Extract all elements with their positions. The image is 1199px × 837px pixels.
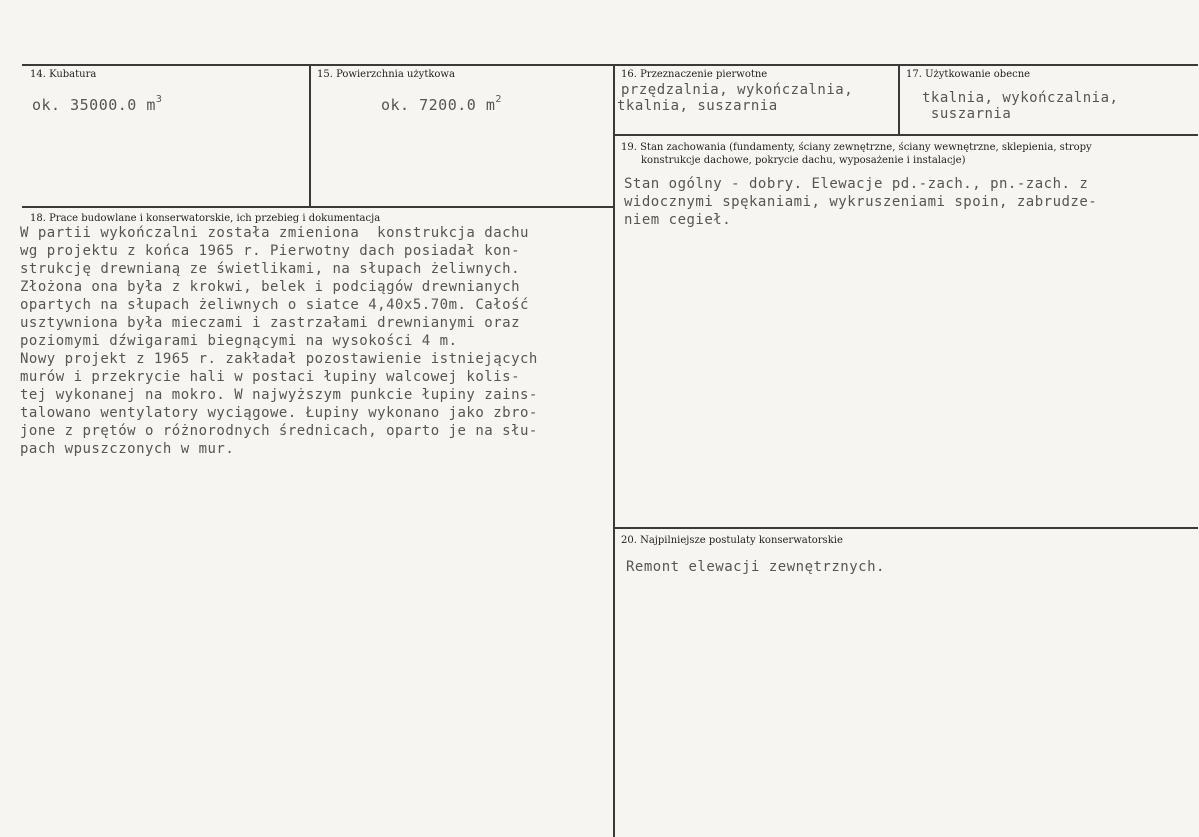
field-19-line: niem cegieł. xyxy=(624,212,732,228)
field-18-line: Złożona ona była z krokwi, belek i podciągów drewnianych xyxy=(20,279,521,295)
field-18-line: murów i przekrycie hali w postaci łupiny walcowej kolis- xyxy=(20,369,521,385)
field-19-line: widocznymi spękaniami, wykruszeniami spoin, zabrudze- xyxy=(624,194,1098,210)
divider-col-main xyxy=(613,64,615,837)
field-16-line-2: tkalnia, suszarnia xyxy=(617,98,778,114)
field-17-line-2: suszarnia xyxy=(922,106,1012,122)
field-15-label: 15. Powierzchnia użytkowa xyxy=(317,69,455,80)
divider-col-16-17 xyxy=(898,64,900,135)
field-19-label-line-2: konstrukcje dachowe, pokrycie dachu, wyposażenie i instalacje) xyxy=(641,155,966,166)
field-18-line: opartych na słupach żeliwnych o siatce 4,40x5.70m. Całość xyxy=(20,297,529,313)
field-15-value: ok. 7200.0 $m^2$ xyxy=(381,94,502,114)
top-border xyxy=(22,64,1198,66)
field-17-label: 17. Użytkowanie obecne xyxy=(906,69,1031,80)
field-19-line: Stan ogólny - dobry. Elewacje pd.-zach., pn.-zach. z xyxy=(624,176,1089,192)
field-19-label-line-1: 19. Stan zachowania (fundamenty, ściany zewnętrzne, ściany wewnętrzne, sklepienia, stropy xyxy=(621,142,1092,153)
field-20-value: Remont elewacji zewnętrznych. xyxy=(626,559,885,575)
field-18-label: 18. Prace budowlane i konserwatorskie, ich przebieg i dokumentacja xyxy=(30,213,381,224)
field-16-line-1: przędzalnia, wykończalnia, xyxy=(621,82,854,98)
field-18-line: pach wpuszczonych w mur. xyxy=(20,441,235,457)
field-20-label: 20. Najpilniejsze postulaty konserwatorskie xyxy=(621,535,843,546)
field-18-line: Nowy projekt z 1965 r. zakładał pozostawienie istniejących xyxy=(20,351,538,367)
field-18-line: tej wykonanej na mokro. W najwyższym punkcie łupiny zains- xyxy=(20,387,538,403)
field-18-line: wg projektu z końca 1965 r. Pierwotny dach posiadał kon- xyxy=(20,243,521,259)
field-18-line: talowano wentylatory wyciągowe. Łupiny wykonano jako zbro- xyxy=(20,405,538,421)
field-14-label: 14. Kubatura xyxy=(30,69,97,80)
field-18-line: W partii wykończalni została zmieniona konstrukcja dachu xyxy=(20,225,529,241)
field-14-value: ok. 35000.0 $m^3$ xyxy=(32,94,163,114)
divider-row1 xyxy=(22,206,614,208)
divider-right-row1 xyxy=(614,134,1198,136)
field-18-line: jone z prętów o różnorodnych średnicach, oparto je na słu- xyxy=(20,423,538,439)
field-17-line-1: tkalnia, wykończalnia, xyxy=(922,90,1119,106)
field-16-label: 16. Przeznaczenie pierwotne xyxy=(621,69,768,80)
divider-col-14-15 xyxy=(309,64,311,207)
divider-right-row2 xyxy=(614,527,1198,529)
field-18-line: usztywniona była mieczami i zastrzałami drewnianymi oraz xyxy=(20,315,521,331)
field-18-line: strukcję drewnianą ze świetlikami, na słupach żeliwnych. xyxy=(20,261,521,277)
field-18-line: poziomymi dźwigarami biegnącymi na wysokości 4 m. xyxy=(20,333,458,349)
